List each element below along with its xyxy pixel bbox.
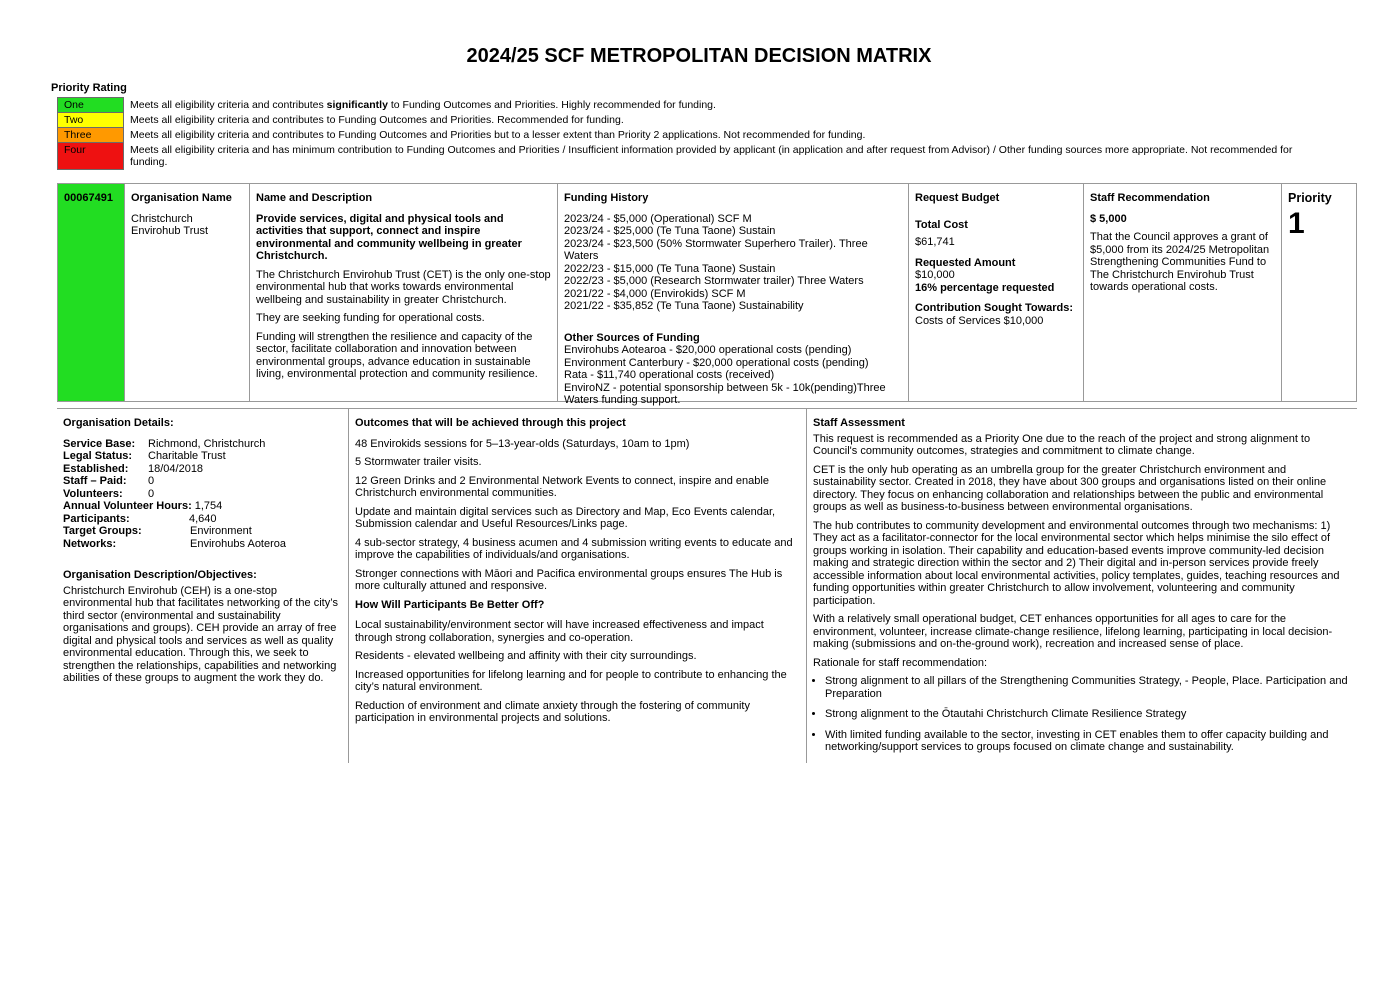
requested-amount-value: $10,000 (915, 269, 955, 281)
better-off-item: Local sustainability/environment sector will have increased effectiveness and impact through strong collaboration, synergies and co-operation. (355, 619, 764, 644)
priority-description: Meets all eligibility criteria and contributes to Funding Outcomes and Priorities but to a lesser extent than Priority 2 applications. Not recommended for funding. (130, 128, 866, 141)
description-paragraph: They are seeking funding for operational costs. (256, 312, 485, 324)
contribution-label: Contribution Sought Towards: (915, 302, 1074, 314)
description-paragraph: The Christchurch Envirohub Trust (CET) is the only one-stop environmental hub that works towards environmental wellbeing and sustainability in greater Christchurch. (256, 268, 551, 306)
staff-recommendation-cell (1084, 184, 1282, 401)
priority-cell (1282, 184, 1356, 401)
application-id: 00067491 (58, 184, 125, 401)
priority-description: Meets all eligibility criteria and contributes significantly to Funding Outcomes and Priorities. Highly recommended for funding. (130, 98, 716, 111)
better-off-header: How Will Participants Be Better Off? (355, 598, 545, 611)
organisation-name: Christchurch Envirohub Trust (131, 212, 209, 237)
other-source-item: Envirohubs Aotearoa - $20,000 operational costs (pending) (564, 344, 852, 356)
priority-swatch: Three (58, 128, 124, 143)
priority-swatch: Four (58, 143, 124, 170)
percentage-requested: 16% percentage requested (915, 281, 1055, 294)
rationale-label: Rationale for staff recommendation: (813, 656, 988, 669)
detail-row: Established: 18/04/2018 (63, 462, 204, 475)
priority-rating-legend (57, 97, 1317, 170)
request-budget-header: Request Budget (915, 192, 1000, 204)
outcomes-header: Outcomes that will be achieved through this project (355, 417, 626, 429)
assessment-section (57, 408, 1357, 763)
rationale-item: • Strong alignment to the Ōtautahi Christchurch Climate Resilience Strategy (825, 708, 1351, 721)
staff-assessment-column (807, 409, 1357, 763)
funding-history-item: 2023/24 - $23,500 (50% Stormwater Superhero Trailer). Three Waters (564, 237, 868, 262)
description-paragraph: Funding will strengthen the resilience and capacity of the sector, facilitate collaboration and innovation between environmental groups, advance education in sustainable living, environmental protection and community resilience. (256, 330, 538, 380)
outcomes-column (349, 409, 807, 763)
description-header: Name and Description (256, 192, 373, 204)
application-summary-table (57, 183, 1357, 406)
organisation-details-header: Organisation Details: (63, 417, 174, 429)
funding-history-item: 2022/23 - $15,000 (Te Tuna Taone) Sustain (564, 262, 776, 275)
assessment-paragraph: This request is recommended as a Priority One due to the reach of the project and strong alignment to Council's community outcomes, strategies and commitment to climate change. (813, 432, 1311, 457)
other-source-item: Rata - $11,740 operational costs (received) (564, 369, 775, 381)
better-off-item: Increased opportunities for lifelong learning and for people to contribute to enhancing the city’s natural environment. (355, 668, 787, 693)
funding-history-header: Funding History (564, 192, 649, 204)
assessment-paragraph: The hub contributes to community development and environmental outcomes through two mechanisms: 1) They act as a facilitator-connector for the local environmental sector which helps minimise the silo effect of groups working in isolation. Their capability and education-based events improve community-led decision making and strategic direction within the sector and 2) Their digital and in-person services provide freely accessible information about local environmental activities, policy templates, guides, teaching resources and funding opportunities within greater Christchurch to allow involvement, volunteering and community participation. (813, 519, 1340, 607)
funding-history-item: 2023/24 - $25,000 (Te Tuna Taone) Sustain (564, 225, 776, 237)
other-sources-header: Other Sources of Funding (564, 331, 700, 344)
priority-swatch: One (58, 98, 124, 113)
contribution-value: Costs of Services $10,000 (915, 314, 1044, 327)
priority-swatch: Two (58, 113, 124, 128)
detail-row: Volunteers: 0 (63, 487, 155, 500)
funding-history-item: 2022/23 - $5,000 (Research Stormwater trailer) Three Waters (564, 275, 864, 287)
assessment-paragraph: With a relatively small operational budget, CET enhances opportunities for all ages to care for the environment, volunteer, increase climate-change resilience, lifelong learning, participating in local decision-making (submissions and on-the-ground work), recreation and increased sense of place. (813, 613, 1333, 650)
recommendation-text: That the Council approves a grant of $5,000 from its 2024/25 Metropolitan Strengthening Communities Fund to The Christchurch Envirohub Trust towards operational costs. (1090, 231, 1270, 293)
priority-row-three (58, 128, 1317, 143)
detail-row: Networks: Envirohubs Aoteroa (63, 537, 287, 550)
staff-recommendation-header: Staff Recommendation (1090, 192, 1210, 204)
outcome-item: 48 Envirokids sessions for 5–13-year-olds (Saturdays, 10am to 1pm) (355, 437, 690, 450)
priority-header: Priority (1288, 191, 1332, 205)
funding-history-cell (558, 184, 909, 406)
other-source-item: EnviroNZ - potential sponsorship between 5k - 10k(pending)Three Waters funding support. (564, 381, 886, 406)
priority-rating-heading: Priority Rating (51, 82, 127, 94)
assessment-paragraph: CET is the only hub operating as an umbrella group for the greater Christchurch environment and sustainability sector. Created in 2018, they have about 300 groups and organisations listed on their online directory. They focus on enhancing collaboration and relationships between the public and environmental groups as well as business-to-business between environmental organisations. (813, 463, 1327, 513)
description-cell (250, 184, 558, 401)
organisation-name-header: Organisation Name (131, 192, 232, 204)
better-off-item: Residents - elevated wellbeing and affinity with their city surroundings. (355, 650, 697, 662)
rationale-item: • With limited funding available to the sector, investing in CET enables them to offer capacity building and networking/support services to groups focused on climate change and sustainability. (825, 729, 1351, 754)
page-title: 2024/25 SCF METROPOLITAN DECISION MATRIX (466, 45, 932, 67)
outcome-item: 12 Green Drinks and 2 Environmental Network Events to connect, inspire and enable Christchurch environmental communities. (355, 474, 769, 499)
funding-history-item: 2021/22 - $35,852 (Te Tuna Taone) Sustainability (564, 300, 804, 312)
rationale-list (813, 675, 1351, 754)
staff-assessment-header: Staff Assessment (813, 417, 905, 429)
total-cost-label: Total Cost (915, 218, 968, 231)
rationale-item: • Strong alignment to all pillars of the Strengthening Communities Strategy, - People, Place. Participation and Preparation (825, 675, 1351, 700)
objectives-text: Christchurch Envirohub (CEH) is a one-stop environmental hub that facilitates networking of the city’s third sector (environmental and sustainability organisations and groups). CEH provide an array of free digital and physical tools and services as well as quality environmental education. Through this, we seek to strengthen the relationships, capabilities and networking abilities of these groups to augment the work they do. (63, 584, 338, 684)
priority-row-four (58, 143, 1317, 170)
detail-row: Service Base: Richmond, Christchurch (63, 437, 266, 450)
outcome-item: 4 sub-sector strategy, 4 business acumen and 4 submission writing events to educate and improve the capabilities of individuals/and organisations. (355, 536, 793, 561)
outcome-item: Update and maintain digital services such as Directory and Map, Eco Events calendar, Submission calendar and Useful Resources/Links page. (355, 505, 776, 530)
total-cost-value: $61,741 (915, 236, 955, 248)
outcome-item: Stronger connections with Māori and Pacifica environmental groups ensures The Hub is more culturally attuned and responsive. (355, 567, 783, 592)
organisation-cell (125, 184, 250, 401)
priority-row-two (58, 113, 1317, 128)
organisation-details-column (57, 409, 349, 763)
priority-row-one (58, 98, 1317, 113)
funding-history-item: 2021/22 - $4,000 (Envirokids) SCF M (564, 287, 746, 300)
other-source-item: Environment Canterbury - $20,000 operational costs (pending) (564, 356, 869, 369)
priority-value: 1 (1288, 206, 1305, 240)
detail-row: Target Groups: Environment (63, 525, 252, 537)
detail-row: Staff – Paid: 0 (63, 475, 155, 487)
requested-amount-label: Requested Amount (915, 256, 1016, 269)
detail-row: Annual Volunteer Hours: 1,754 (63, 500, 223, 512)
outcome-item: 5 Stormwater trailer visits. (355, 456, 482, 468)
better-off-item: Reduction of environment and climate anxiety through the fostering of community participation in environmental projects and solutions. (355, 699, 750, 724)
objectives-header: Organisation Description/Objectives: (63, 569, 257, 581)
priority-description: Meets all eligibility criteria and contributes to Funding Outcomes and Priorities. Recommended for funding. (130, 113, 624, 126)
detail-row: Legal Status: Charitable Trust (63, 450, 226, 462)
request-budget-cell (909, 184, 1084, 401)
funding-history-item: 2023/24 - $5,000 (Operational) SCF M (564, 212, 752, 225)
detail-row: Participants: 4,640 (63, 512, 217, 525)
project-title: Provide services, digital and physical tools and activities that support, connect and inspire environmental and community wellbeing in greater Christchurch. (256, 212, 522, 262)
priority-description: Meets all eligibility criteria and has minimum contribution to Funding Outcomes and Priorities / Insufficient information provided by applicant (in application and after request from Advisor) / Other funding sources more appropriate. Not recommended for funding. (130, 143, 1293, 168)
recommended-amount: $ 5,000 (1090, 212, 1127, 225)
